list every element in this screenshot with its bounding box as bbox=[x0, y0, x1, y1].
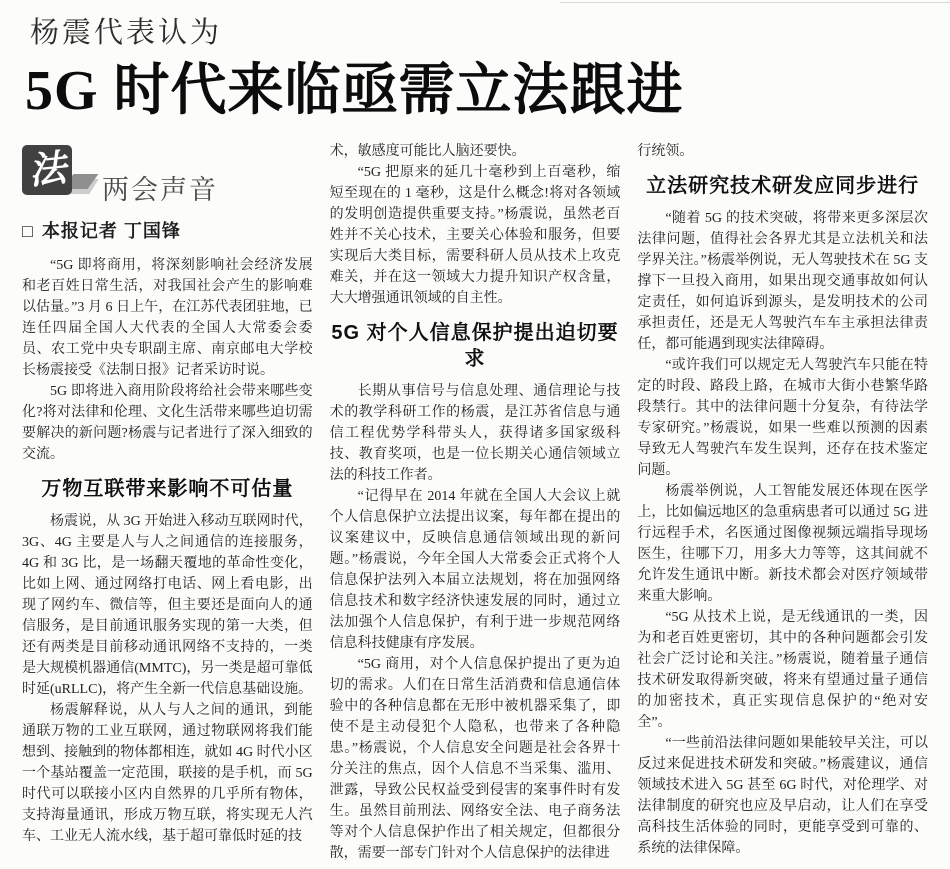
subheading-1: 万物互联带来影响不可估量 bbox=[41, 478, 294, 500]
paragraph: 杨震解释说，从人与人之间的通讯，到能通联万物的工业互联网，通过物联网将我们能想到、接触到的物体都相连，就如 4G 时代小区一个基站覆盖一定范围，联接的是手机，而 5G 时代可以联接小区内自然界的几乎所有物体，支持海量通讯，形成万物互联，将实现无人汽车、工业无人流水线，基于超可靠低时延的技 bbox=[22, 703, 313, 844]
section-logo-row bbox=[22, 143, 313, 205]
column-1 bbox=[22, 141, 313, 847]
column-2 bbox=[330, 141, 621, 864]
paragraph-continued: 术，敏感度可能比人脑还要快。 bbox=[329, 144, 526, 159]
paragraph: “或许我们可以规定无人驾驶汽车只能在特定的时段、路段上路，在城市大街小巷繁华路段禁行。其中的法律问题十分复杂，有待法学专家研究。”杨震说，如果一些难以预测的因素导致无人驾驶汽车发生误判，还存在技术鉴定问题。 bbox=[637, 358, 929, 478]
subheading-3: 立法研究技术研发应同步进行 bbox=[646, 175, 920, 197]
article-header bbox=[0, 0, 950, 127]
paragraph: “5G 从技术上说，是无线通讯的一类，因为和老百姓更密切，其中的各种问题都会引发社会广泛讨论和关注。”杨震说，随着量子通信技术研发取得新突破，将来有望通过量子通信的加密技术，真正实现信息保护的“绝对安全”。 bbox=[637, 610, 929, 730]
byline-text: 本报记者 丁国锋 bbox=[41, 221, 181, 241]
subheading-2: 5G 对个人信息保护提出迫切要求 bbox=[331, 322, 619, 370]
paragraph: “一些前沿法律问题如果能较早关注，可以反过来促进技术研发和突破。”杨震建议，通信领域技术进入 5G 甚至 6G 时代，对伦理学、对法律制度的研究也应及早启动，让人们在享受高科技生活体验的同时，更能享受到可靠的、系统的法律保障。 bbox=[637, 736, 929, 856]
column-3 bbox=[637, 141, 928, 859]
paragraph-continued: 行统领。 bbox=[637, 144, 694, 159]
paragraph: “随着 5G 的技术突破，将带来更多深层次法律问题，值得社会各界尤其是立法机关和法学界关注。”杨震举例说，无人驾驶技术在 5G 支撑下一旦投入商用，如果出现交通事故如何认定责任，如何追诉到源头，是发明技术的公司承担责任，还是无人驾驶汽车车主承担法律责任，都可能遇到现实法律障碍。 bbox=[637, 211, 929, 352]
article-columns bbox=[0, 141, 950, 864]
paragraph: 杨震说，从 3G 开始进入移动互联网时代，3G、4G 主要是人与人之间通信的连接服务，4G 和 3G 比，是一场翻天覆地的革命性变化，比如上网、通过网络打电话、网上看电影，出现了网约车、微信等，但主要还是面向人的通信服务，是目前通讯服务实现的第一大类，但还有两类是目前移动通讯网络不支持的，一类是大规模机器通信(MMTC)，另一类是超可靠低时延(uRLLC)，将产生全新一代信息基础设施。 bbox=[22, 514, 313, 697]
paragraph: 杨震举例说，人工智能发展还体现在医学上，比如偏远地区的急重病患者可以通过 5G 进行远程手术，名医通过图像视频远端指导现场医生，往哪下刀，用多大力等等，这其间就不允许发生通讯中断。新技术都会对医疗领域带来重大影响。 bbox=[637, 484, 929, 604]
kicker: 杨震代表认为 bbox=[30, 17, 223, 49]
paragraph: 5G 即将进入商用阶段将给社会带来哪些变化?将对法律和伦理、文化生活带来哪些迫切需要解决的新问题?杨震与记者进行了深入细致的交流。 bbox=[22, 384, 313, 462]
byline-marker: □ bbox=[22, 221, 34, 241]
paragraph: “5G 商用，对个人信息保护提出了更为迫切的需求。人们在日常生活消费和信息通信体验中的各种信息都在无形中被机器采集了，即使不是主动侵犯个人隐私，也带来了各种隐患。”杨震说，个人信息安全问题是社会各界十分关注的焦点，因个人信息不当采集、滥用、泄露，导致公民权益受到侵害的案事件时有发生。虽然目前刑法、网络安全法、电子商务法等对个人信息保护作出了相关规定，但都很分散，需要一部专门针对个人信息保护的法律进 bbox=[329, 657, 621, 861]
paragraph: 长期从事信号与信息处理、通信理论与技术的教学科研工作的杨震，是江苏省信息与通信工程优势学科带头人，获得诸多国家级科技、教育奖项，也是一位长期关心通信领域立法的科技工作者。 bbox=[329, 384, 621, 483]
paragraph: “记得早在 2014 年就在全国人大会议上就个人信息保护立法提出议案，每年都在提出的议案建议中，反映信息通信领域出现的新问题。”杨震说，今年全国人大常委会正式将个人信息保护法列入本届立法规划，将在加强网络信息技术和数字经济快速发展的同时，通过立法加强个人信息保护，有利于进一步规范网络信息科技健康有序发展。 bbox=[329, 489, 621, 651]
law-glyph: 法 bbox=[26, 147, 68, 193]
scan-artifact-line bbox=[560, 2, 950, 3]
paragraph: “5G 把原来的延几十毫秒到上百毫秒，缩短至现在的 1 毫秒，这是什么概念!将对各领域的发明创造提供重要支持。”杨震说，虽然老百姓并不关心技术，主要关心体验和服务，但要实现后大类目标，需要科研人员从技术上攻克难关，并在这一领域大力提升知识产权含量，大大增强通讯领域的自主性。 bbox=[329, 165, 621, 306]
byline bbox=[22, 221, 313, 242]
headline: 5G 时代来临亟需立法跟进 bbox=[25, 60, 684, 122]
section-label: 两会声音 bbox=[102, 175, 218, 205]
paragraph: “5G 即将商用，将深刻影响社会经济发展和老百姓日常生活，对我国社会产生的影响难以估量。”3 月 6 日上午，在江苏代表团驻地，已连任四届全国人大代表的全国人大常委会委员、农工党中央专职副主席、南京邮电大学校长杨震接受《法制日报》记者采访时说。 bbox=[22, 258, 313, 378]
fa-law-logo bbox=[22, 143, 98, 205]
law-character-icon bbox=[22, 145, 72, 195]
